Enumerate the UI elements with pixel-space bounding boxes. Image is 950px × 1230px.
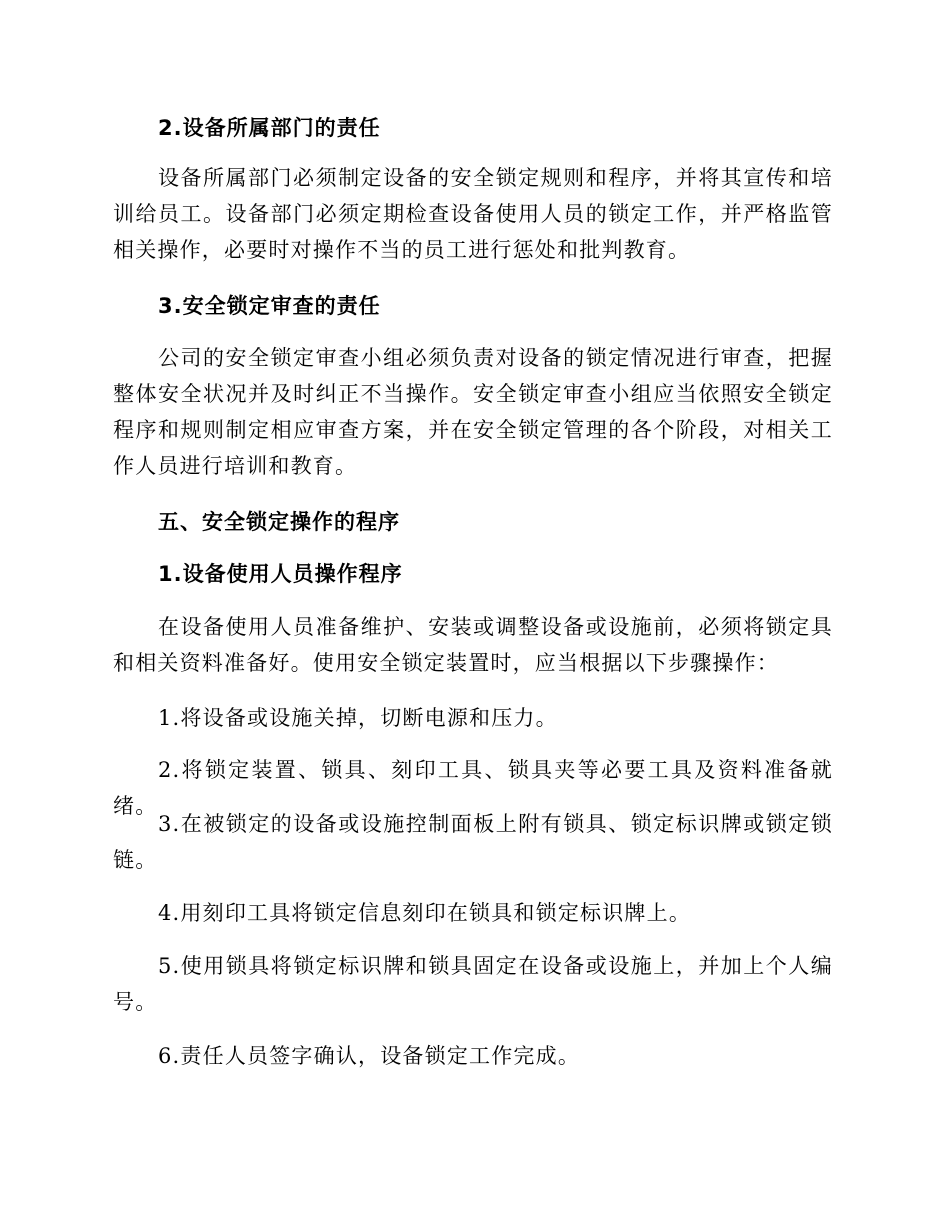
paragraph-2: 设备所属部门必须制定设备的安全锁定规则和程序，并将其宣传和培训给员工。设备部门必须定期检查设备使用人员的锁定工作，并严格监管相关操作，必要时对操作不当的员工进行惩处和批判教育。 — [113, 166, 833, 262]
step-item-5: 5.使用锁具将锁定标识牌和锁具固定在设备或设施上，并加上个人编号。 — [113, 954, 833, 1014]
step-item-6: 6.责任人员签字确认，设备锁定工作完成。 — [158, 1044, 581, 1068]
section-heading-5: 五、安全锁定操作的程序 — [158, 510, 400, 534]
paragraph-5-1: 在设备使用人员准备维护、安装或调整设备或设施前，必须将锁定具和相关资料准备好。使用安全锁定装置时，应当根据以下步骤操作： — [113, 615, 833, 675]
step-item-4: 4.用刻印工具将锁定信息刻印在锁具和锁定标识牌上。 — [158, 901, 692, 925]
subsection-heading-5-1: 1.设备使用人员操作程序 — [158, 562, 403, 586]
step-item-2: 2.将锁定装置、锁具、刻印工具、锁具夹等必要工具及资料准备就绪。 — [113, 758, 833, 818]
section-heading-3: 3.安全锁定审查的责任 — [158, 294, 381, 318]
section-heading-2: 2.设备所属部门的责任 — [158, 116, 381, 140]
paragraph-3: 公司的安全锁定审查小组必须负责对设备的锁定情况进行审查，把握整体安全状况并及时纠正不当操作。安全锁定审查小组应当依照安全锁定程序和规则制定相应审查方案，并在安全锁定管理的各个阶段，对相关工作人员进行培训和教育。 — [113, 346, 833, 478]
step-item-1: 1.将设备或设施关掉，切断电源和压力。 — [158, 706, 558, 730]
step-item-3: 3.在被锁定的设备或设施控制面板上附有锁具、锁定标识牌或锁定锁链。 — [113, 812, 833, 872]
